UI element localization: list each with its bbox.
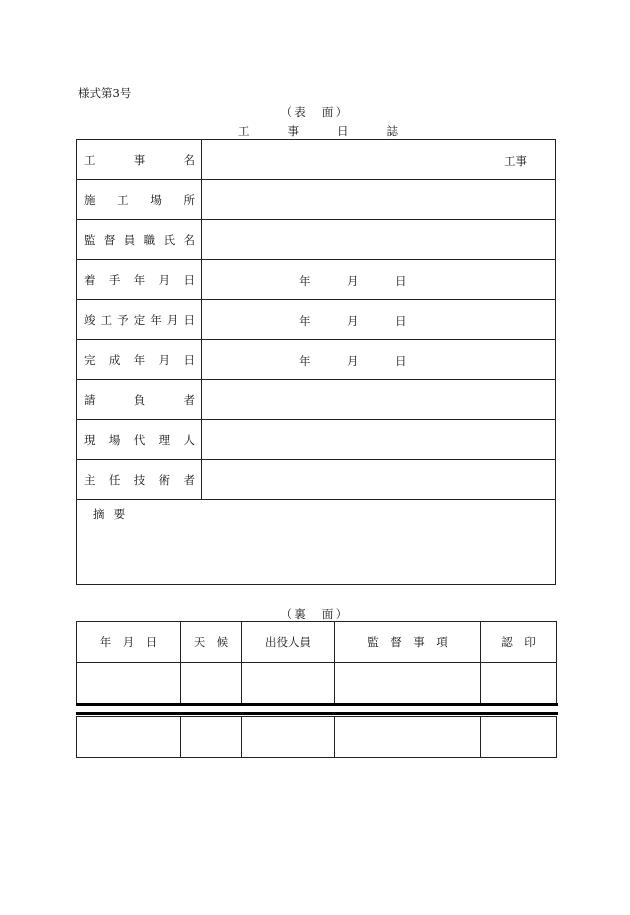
- separator-line: [76, 703, 558, 706]
- form-row: [77, 420, 556, 460]
- header-supervision: 監 督 事 項: [335, 622, 481, 663]
- header-seal: 認 印: [481, 622, 557, 663]
- label-char: 工: [84, 152, 96, 167]
- form-row: [77, 340, 556, 380]
- label-char: 手: [108, 272, 121, 287]
- date-unit: 年: [299, 274, 311, 288]
- header-weather: 天 候: [181, 622, 242, 663]
- label-char: 請: [84, 392, 96, 407]
- label-char: 定: [133, 312, 146, 327]
- label-char: 技: [133, 472, 146, 487]
- date-unit: 年: [299, 354, 311, 368]
- front-side-label: （表 面）: [280, 105, 350, 119]
- field-value[interactable]: [202, 180, 556, 220]
- field-value[interactable]: [202, 300, 556, 340]
- log-cell[interactable]: [77, 717, 181, 758]
- date-unit: 日: [395, 354, 407, 368]
- field-value[interactable]: [202, 420, 556, 460]
- field-label: [77, 300, 202, 340]
- label-char: 職: [143, 232, 156, 247]
- label-char: 月: [158, 272, 171, 287]
- label-char: 術: [158, 472, 171, 487]
- label-char: 場: [150, 192, 162, 207]
- separator-line: [76, 712, 558, 715]
- form-row: [77, 380, 556, 420]
- document-title: [238, 123, 398, 139]
- label-char: 日: [183, 352, 195, 367]
- field-value[interactable]: [202, 460, 556, 500]
- label-char: 場: [108, 432, 121, 447]
- field-value[interactable]: [202, 340, 556, 380]
- label-char: 者: [183, 392, 195, 407]
- label-char: 日: [183, 272, 195, 287]
- header-date: 年 月 日: [77, 622, 181, 663]
- label-char: 理: [158, 432, 171, 447]
- date-unit: 月: [347, 274, 359, 288]
- form-row: [77, 460, 556, 500]
- label-char: 名: [183, 232, 195, 247]
- form-row: [77, 140, 556, 180]
- field-label: [77, 220, 202, 260]
- label-char: 成: [108, 352, 121, 367]
- form-row: [77, 260, 556, 300]
- field-label: [77, 260, 202, 300]
- form-row: [77, 300, 556, 340]
- label-char: 完: [84, 352, 96, 367]
- label-char: 者: [183, 472, 195, 487]
- header-workers: 出役人員: [242, 622, 335, 663]
- log-cell[interactable]: [242, 717, 335, 758]
- field-label: [77, 460, 202, 500]
- log-cell[interactable]: [481, 663, 557, 704]
- title-char: 誌: [386, 124, 398, 138]
- label-char: 名: [183, 152, 195, 167]
- field-label: [77, 420, 202, 460]
- field-value[interactable]: [202, 260, 556, 300]
- title-char: 日: [337, 124, 349, 138]
- label-char: 監: [84, 232, 96, 247]
- back-log-table: [76, 621, 557, 704]
- label-char: 督: [103, 232, 116, 247]
- label-char: 事: [133, 152, 146, 167]
- label-char: 任: [108, 472, 121, 487]
- date-unit: 月: [347, 314, 359, 328]
- label-char: 所: [183, 192, 195, 207]
- label-char: 日: [183, 312, 195, 327]
- log-cell[interactable]: [335, 663, 481, 704]
- field-label: [77, 340, 202, 380]
- label-char: 予: [117, 312, 129, 327]
- label-char: 年: [150, 312, 162, 327]
- label-char: 年: [133, 352, 146, 367]
- label-char: 月: [166, 312, 179, 327]
- title-char: 工: [238, 124, 250, 138]
- field-label: [77, 140, 202, 180]
- field-value[interactable]: [202, 380, 556, 420]
- label-char: 代: [133, 432, 146, 447]
- back-log-table-continued: [76, 716, 557, 758]
- field-value[interactable]: [202, 140, 556, 180]
- label-char: 氏: [163, 232, 176, 247]
- log-cell[interactable]: [481, 717, 557, 758]
- log-cell[interactable]: [181, 717, 242, 758]
- back-side-label: （裏 面）: [280, 607, 350, 621]
- label-char: 工: [100, 312, 113, 327]
- form-number: 様式第3号: [78, 86, 132, 100]
- field-label: [77, 180, 202, 220]
- label-char: 着: [84, 272, 96, 287]
- label-char: 工: [117, 192, 129, 207]
- log-cell[interactable]: [242, 663, 335, 704]
- title-char: 事: [287, 124, 299, 138]
- field-label: [77, 380, 202, 420]
- label-char: 現: [84, 432, 96, 447]
- form-row: [77, 220, 556, 260]
- date-unit: 日: [395, 274, 407, 288]
- front-form-table: [76, 139, 556, 585]
- label-char: 施: [84, 192, 96, 207]
- label-char: 員: [123, 232, 136, 247]
- label-char: 月: [158, 352, 171, 367]
- form-row: [77, 180, 556, 220]
- summary-label: 摘要: [93, 507, 135, 521]
- label-char: 主: [84, 472, 96, 487]
- date-unit: 月: [347, 354, 359, 368]
- date-unit: 年: [299, 314, 311, 328]
- label-char: 人: [183, 432, 195, 447]
- label-char: 年: [133, 272, 146, 287]
- value-suffix: 工事: [504, 154, 527, 168]
- log-cell[interactable]: [181, 663, 242, 704]
- label-char: 竣: [84, 312, 96, 327]
- field-value[interactable]: [202, 220, 556, 260]
- label-char: 負: [133, 392, 146, 407]
- summary-cell: [77, 500, 556, 585]
- log-cell[interactable]: [77, 663, 181, 704]
- date-unit: 日: [395, 314, 407, 328]
- log-cell[interactable]: [335, 717, 481, 758]
